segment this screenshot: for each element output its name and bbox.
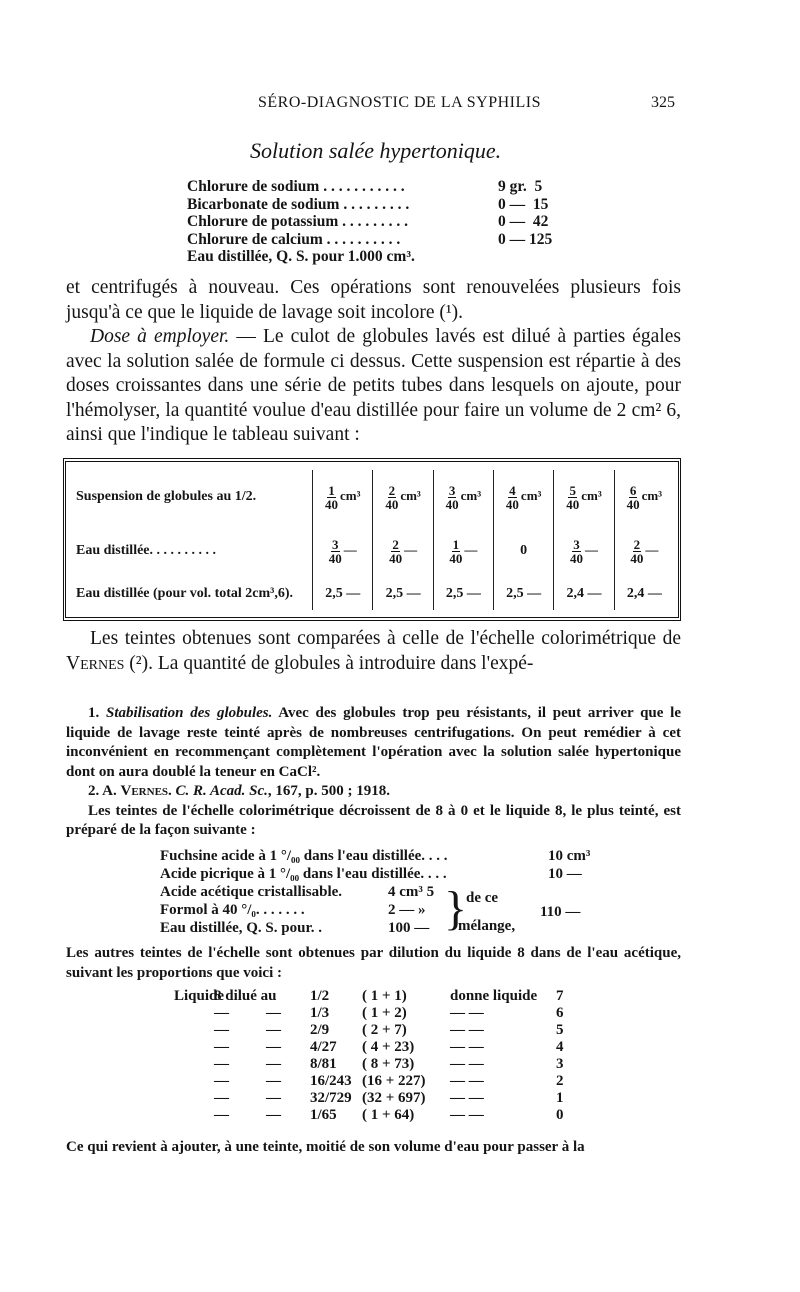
formula-row [187, 248, 419, 266]
closing-line: Ce qui revient à ajouter, à une teinte, moitié de son volume d'eau pour passer à la [66, 1139, 585, 1155]
recipe-sub-amount: 4 cm³ 5 [388, 884, 435, 900]
formula-row [187, 230, 553, 249]
table-cell [614, 524, 674, 578]
fraction-denominator: 40 [566, 496, 580, 512]
fraction-denominator: 40 [445, 496, 459, 512]
brace-amount: 110 — [540, 904, 581, 920]
dilution-c: — — [450, 1056, 484, 1072]
formula-ingredient: Eau distillée, Q. S. pour 1.000 cm³. [187, 248, 415, 265]
fraction [446, 484, 459, 511]
dilution-a: — [214, 1022, 229, 1038]
dilution-frac: 16/243 [310, 1073, 352, 1089]
fraction [449, 538, 462, 565]
dilution-res: 1 [556, 1090, 564, 1106]
dilution-mix: ( 8 + 73) [362, 1056, 415, 1072]
footnote-2 [66, 782, 681, 802]
recipe-sub-amount: 2 — » [388, 902, 426, 918]
dilution-intro: Les autres teintes de l'échelle sont obtenues par dilution du liquide 8 dans de l'eau acétique, suivant les proportions que voici : [66, 945, 681, 981]
dilution-c: — — [450, 1005, 484, 1021]
dilution-mix: ( 1 + 64) [362, 1107, 415, 1123]
dilution-a: — [214, 1005, 229, 1021]
formula-row [187, 213, 549, 231]
footnote-1-number: 1. [88, 705, 100, 721]
dilution-mix: (32 + 697) [362, 1090, 426, 1106]
formula-ingredient: Chlorure de sodium [187, 178, 320, 195]
fraction [506, 484, 519, 511]
recipe-line: Acide acétique cristallisable. [160, 884, 343, 900]
cell-unit: cm³ [460, 488, 482, 504]
dilution-b: — [266, 1090, 281, 1106]
cell-unit: — [645, 542, 659, 558]
fraction-denominator: 40 [389, 550, 403, 566]
dilution-c: donne liquide [450, 988, 538, 1004]
dilution-res: 7 [556, 988, 564, 1004]
footnote-1-text: Avec des globules trop peu résistants, il peut arriver que le liquide de lavage reste teinté après de nombreuses centrifugations. On peut remédier à cet inconvénient en recommençant complètement l'opération avec la solution salée hypertonique dont on aura doublé la teneur en CaCl². [66, 705, 681, 780]
dilution-a: — [214, 1073, 229, 1089]
fraction-numerator: 1 [452, 536, 460, 552]
footnotes [66, 704, 681, 841]
table-cell [494, 524, 554, 578]
dilution-res: 2 [556, 1073, 564, 1089]
fraction-denominator: 40 [630, 550, 644, 566]
table-row [74, 524, 674, 578]
table-cell [433, 470, 493, 524]
dilution-b: — [266, 1056, 281, 1072]
dilution-frac: 1/3 [310, 1005, 330, 1021]
dilution-a: — [214, 1056, 229, 1072]
dilution-res: 0 [556, 1107, 564, 1123]
fraction-denominator: 40 [325, 496, 339, 512]
cell-unit: — [464, 542, 478, 558]
cell-unit: — [404, 542, 418, 558]
dilution-b: — [266, 1039, 281, 1055]
formula-amount: 9 gr. 5 [498, 178, 543, 195]
recipe-line: Formol à 40 °/₀. . . . . . . [160, 902, 305, 918]
recipe-line: Eau distillée, Q. S. pour. . [160, 920, 322, 936]
recipe [160, 847, 600, 937]
cell-value: 2,5 — [325, 586, 361, 601]
table-cell [614, 470, 674, 524]
dilution-mix: ( 4 + 23) [362, 1039, 415, 1055]
dilution-b: — [266, 1005, 281, 1021]
table-cell [433, 578, 493, 610]
cell-unit: cm³ [520, 488, 542, 504]
dose-table-grid [74, 470, 674, 610]
fraction [385, 484, 398, 511]
formula-row [187, 195, 549, 214]
dilution-c: — — [450, 1039, 484, 1055]
table-cell [313, 578, 373, 610]
dilution-res: 6 [556, 1005, 564, 1021]
cell-value: 2,5 — [445, 586, 481, 601]
running-title: SÉRO-DIAGNOSTIC DE LA SYPHILIS [258, 94, 542, 111]
cell-value: 0 [520, 543, 528, 558]
dilution-frac: 1/65 [310, 1107, 337, 1123]
formula-amount: 0 — 15 [498, 195, 549, 213]
row-label: Eau distillée (pour vol. total 2cm³,6). [76, 586, 294, 601]
paragraph-2 [66, 325, 681, 448]
dilution-b: — [266, 1022, 281, 1038]
fraction-denominator: 40 [505, 496, 519, 512]
fraction-numerator: 3 [332, 536, 339, 552]
dilution-a: — [214, 1039, 229, 1055]
formula-list [187, 178, 553, 266]
paragraph-2-text: — Le culot de globules lavés est dilué à parties égales avec la solution salée de formule ci dessus. Cette suspension est répartie à des doses croissantes dans une série de petits tubes dans lesquels on ajoute, pour l'hémolyser, la quantité voulue d'eau distillée pour faire un volume de 2 cm² 6, ainsi que l'indique le tableau suivant : [66, 326, 681, 445]
fraction-denominator: 40 [569, 550, 583, 566]
formula-leader-dots: . . . . . . . . . [342, 213, 409, 230]
fraction [389, 538, 402, 565]
cell-unit: cm³ [340, 488, 361, 504]
dilution-frac: 1/2 [310, 988, 330, 1004]
formula-title: Solution salée hypertonique. [250, 138, 502, 163]
dilution-b: — [266, 1107, 281, 1123]
dilution-res: 4 [556, 1039, 564, 1055]
fraction [566, 484, 579, 511]
dilution-table [174, 988, 604, 1128]
footnote-2-text: Les teintes de l'échelle colorimétrique décroissent de 8 à 0 et le liquide 8, le plus teinté, est préparé de la façon suivante : [66, 802, 681, 838]
footnote-2-sep: . [168, 783, 176, 799]
fraction [329, 538, 342, 565]
formula-leader-dots: . . . . . . . . . . . [323, 178, 405, 195]
fraction-numerator: 4 [509, 482, 516, 498]
fraction-denominator: 40 [449, 550, 463, 566]
page-number: 325 [651, 94, 675, 111]
fraction-numerator: 2 [388, 482, 396, 498]
footnote-2-prefix: 2. A. [88, 783, 121, 799]
brace-label: de ce [466, 890, 499, 906]
dilution-b: — [266, 1073, 281, 1089]
dilution-frac: 32/729 [310, 1090, 352, 1106]
table-cell [494, 470, 554, 524]
recipe-line: Acide picrique à 1 °/₀₀ dans l'eau distillée. . . . [160, 866, 447, 882]
recipe-amount: 10 cm³ [548, 848, 591, 864]
paragraph-1: et centrifugés à nouveau. Ces opérations sont renouvelées plusieurs fois jusqu'à ce que le liquide de lavage soit incolore (¹). [66, 277, 681, 323]
dilution-frac: 2/9 [310, 1022, 330, 1038]
cell-unit: — [343, 542, 357, 558]
dilution-res: 3 [556, 1056, 564, 1072]
table-cell [614, 578, 674, 610]
recipe-line: Fuchsine acide à 1 °/₀₀ dans l'eau distillée. . . . [160, 848, 448, 864]
table-cell [373, 578, 433, 610]
dilution-res: 5 [556, 1022, 564, 1038]
cell-value: 2,5 — [506, 586, 542, 601]
row-label: Eau distillée. . . . . . . . . . [76, 543, 217, 558]
dilution-c: — — [450, 1107, 484, 1123]
cell-value: 2,5 — [385, 586, 421, 601]
formula-leader-dots: . . . . . . . . . . [326, 230, 401, 248]
fraction-numerator: 3 [573, 536, 580, 552]
table-cell [554, 578, 614, 610]
dilution-mix: ( 1 + 1) [362, 988, 407, 1004]
fraction [630, 538, 643, 565]
dilution-frac: 4/27 [310, 1039, 337, 1055]
formula-amount: 0 — 125 [498, 230, 553, 248]
recipe-sub-amount: 100 — [388, 920, 430, 936]
formula-leader-dots: . . . . . . . . . [343, 195, 410, 213]
cell-value: 2,4 — [626, 586, 662, 601]
table-row [74, 578, 674, 610]
author-name: Vernes [66, 652, 125, 674]
dilution-c: — — [450, 1073, 484, 1089]
fraction-numerator: 6 [629, 482, 637, 498]
paragraph-2-lead: Dose à employer. [90, 326, 230, 347]
dilution-frac: 8/81 [310, 1056, 337, 1072]
cell-unit: cm³ [641, 488, 663, 504]
table-cell [554, 470, 614, 524]
dilution-a: Liquide [174, 988, 225, 1004]
fraction-numerator: 1 [328, 482, 335, 498]
body-paragraphs [66, 276, 681, 448]
fraction [627, 484, 640, 511]
formula-ingredient: Chlorure de calcium [187, 230, 323, 248]
fraction-numerator: 3 [448, 482, 456, 498]
fraction [570, 538, 583, 565]
brace-label: mélange, [458, 918, 516, 934]
fraction-numerator: 5 [569, 482, 576, 498]
table-cell [494, 578, 554, 610]
brace-icon: } [444, 882, 468, 935]
table-cell [433, 524, 493, 578]
formula-row [187, 178, 543, 196]
dilution-mix: ( 2 + 7) [362, 1022, 407, 1038]
fraction [325, 484, 338, 511]
footnote-2-citation: , 167, p. 500 ; 1918. [267, 783, 390, 799]
fraction-numerator: 2 [633, 536, 641, 552]
table-row [74, 470, 674, 524]
table-cell [554, 524, 614, 578]
cell-unit: — [584, 542, 598, 558]
dilution-mix: ( 1 + 2) [362, 1005, 407, 1021]
table-cell [313, 524, 373, 578]
row-label: Suspension de globules au 1/2. [76, 489, 257, 504]
table-cell [373, 524, 433, 578]
dilution-c: — — [450, 1090, 484, 1106]
recipe-amount: 10 — [548, 866, 582, 882]
formula-ingredient: Chlorure de potassium [187, 213, 339, 230]
fraction-denominator: 40 [626, 496, 640, 512]
cell-unit: cm³ [400, 488, 421, 504]
footnote-2-reference: C. R. Acad. Sc. [175, 783, 268, 799]
dilution-mix: (16 + 227) [362, 1073, 426, 1089]
formula-ingredient: Bicarbonate de sodium [187, 195, 340, 213]
cell-value: 2,4 — [566, 586, 602, 601]
dose-table [63, 458, 681, 621]
fraction-numerator: 2 [392, 536, 399, 552]
fraction-denominator: 40 [328, 550, 342, 566]
dilution-a: — [214, 1107, 229, 1123]
table-cell [373, 470, 433, 524]
fraction-denominator: 40 [385, 496, 399, 512]
paragraph-3 [66, 627, 681, 676]
paragraph-3-b: (²). La quantité de globules à introduire dans l'expé- [124, 652, 534, 674]
dilution-b: 8 dilué au [214, 988, 277, 1004]
paragraph-3-a: Les teintes obtenues sont comparées à celle de l'échelle colorimétrique de [90, 628, 681, 649]
formula-amount: 0 — 42 [498, 213, 549, 230]
table-cell [313, 470, 373, 524]
dilution-a: — [214, 1090, 229, 1106]
footnote-1-title: Stabilisation des globules. [105, 705, 273, 721]
footnote-1 [66, 704, 681, 782]
cell-unit: cm³ [581, 488, 602, 504]
footnote-2-author: Vernes [120, 783, 169, 799]
dilution-c: — — [450, 1022, 484, 1038]
